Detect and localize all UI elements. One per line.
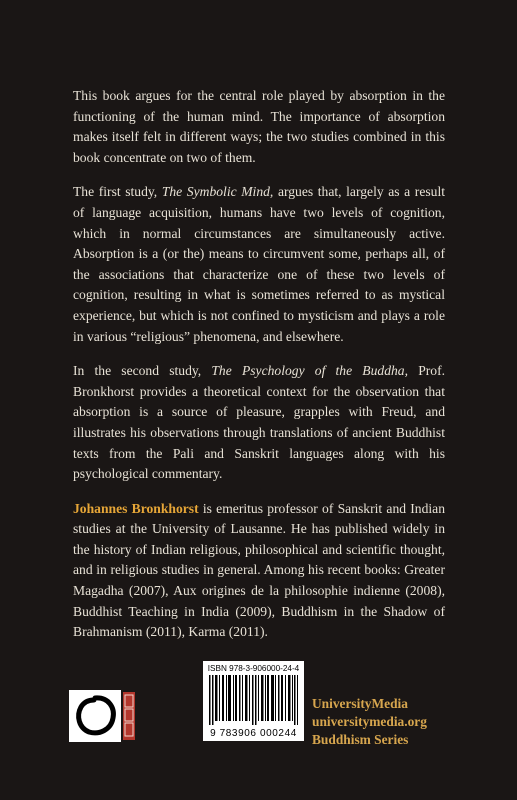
publisher-url: universitymedia.org bbox=[312, 714, 427, 729]
author-name: Johannes Bronkhorst bbox=[73, 500, 199, 516]
barcode-bars bbox=[209, 675, 298, 725]
author-bio: Johannes Bronkhorst is emeritus professor of Sanskrit and Indian studies at the University of Lausanne. He has published widely in the history of Indian religious, philosophical and scientific thought, and in religious studies in general. Among his recent books: Greater Magadha (2007), Aux origines de la philosophie indienne (2008), Buddhist Teaching in India (2009), Buddhism in the Shadow of Brahmanism (2011), Karma (2011). bbox=[73, 500, 446, 640]
blurb-paragraph-3: In the second study, The Psychology of the Buddha, Prof. Bronkhorst provides a theoretical context for the observation that absorption is a source of pleasure, grapples with Freud, and illustrates his observations through translations of ancient Buddhist texts from the Pali and Sanskrit languages along with his psychological commentary. bbox=[73, 363, 445, 482]
publisher-logo bbox=[69, 690, 137, 742]
blurb-paragraph-1: This book argues for the central role played by absorption in the functioning of the human mind. The importance of absorption makes itself felt in different ways; the two studies combined in this book concentrate on two of them. bbox=[73, 88, 445, 165]
isbn-barcode bbox=[203, 661, 304, 741]
book-title-psychology-buddha: The Psychology of the Buddha, bbox=[211, 363, 408, 379]
back-cover-text bbox=[73, 86, 445, 657]
publisher-series: Buddhism Series bbox=[312, 732, 409, 747]
barcode-number: 9 783906 000244 bbox=[210, 728, 297, 739]
publisher-name: UniversityMedia bbox=[312, 696, 408, 711]
blurb-paragraph-2: The first study, The Symbolic Mind, argues that, largely as a result of language acquisition, humans have two levels of cognition, which in normal circumstances are simultaneously active. Absorption is a (or the) means to circumvent some, perhaps all, of the associations that characterize one of these two levels of cognition, resulting in what is sometimes referred to as mystical experience, but which is not confined to mysticism and plays a role in various “religious” phenomena, and elsewhere. bbox=[73, 184, 445, 344]
book-title-symbolic-mind: The Symbolic Mind, bbox=[161, 184, 274, 200]
publisher-info bbox=[312, 695, 452, 749]
isbn-label: ISBN 978-3-906000-24-4 bbox=[207, 664, 300, 673]
